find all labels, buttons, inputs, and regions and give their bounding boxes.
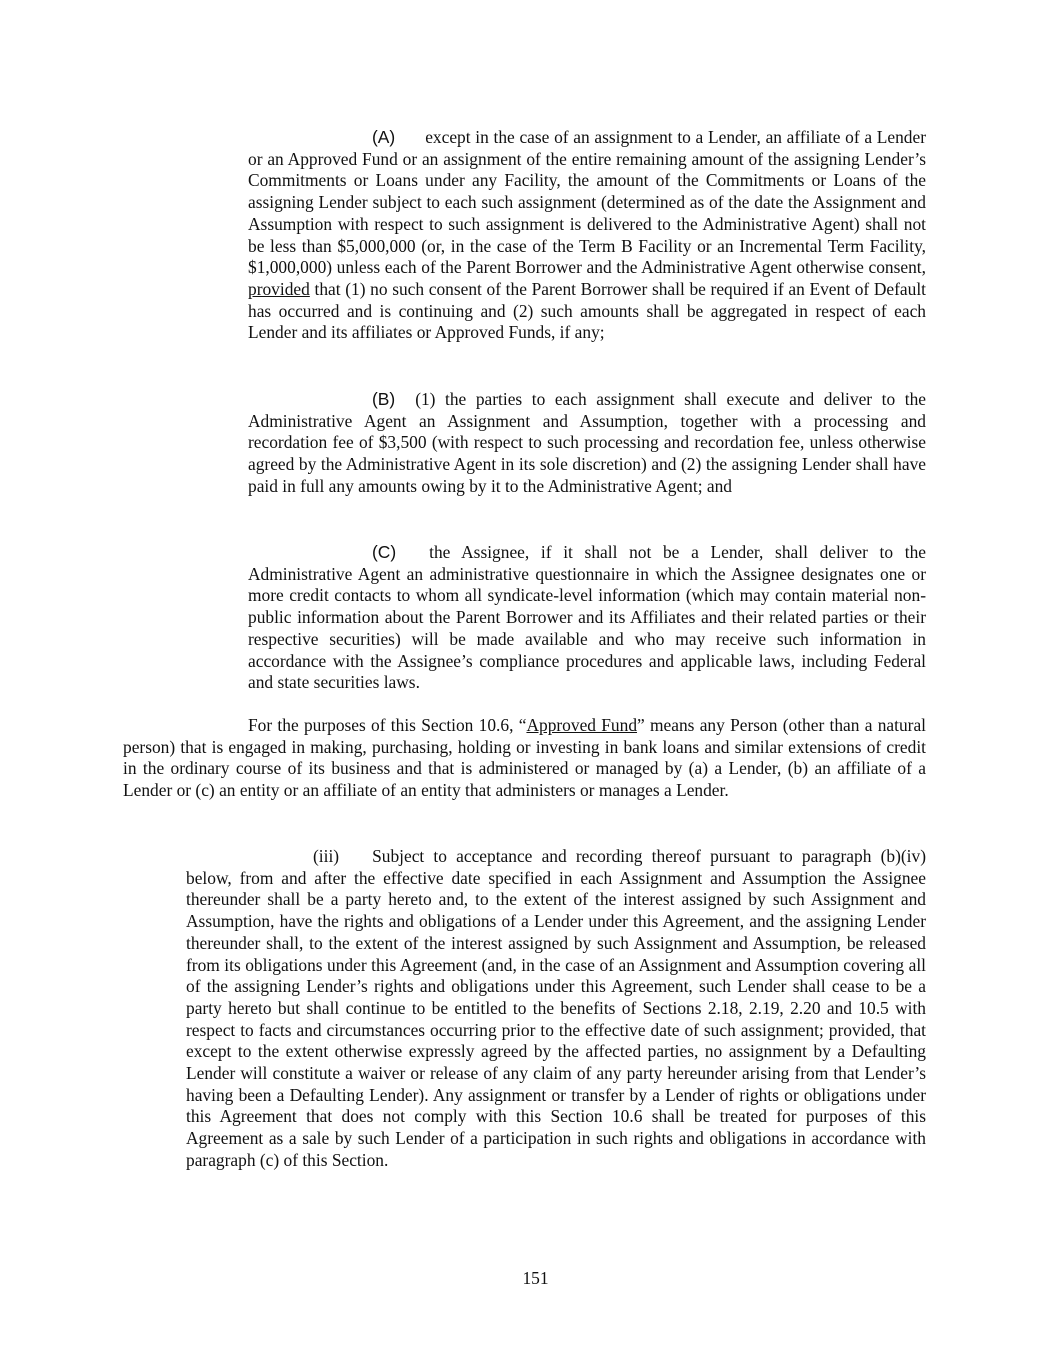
- approved-fund-text-before: For the purposes of this Section 10.6, “: [248, 715, 527, 735]
- paragraph-b-text: (1) the parties to each assignment shall execute and deliver to the Administrative Agent an Assignment and Assumption, together with a processing and recordation fee of $3,500 (with respect to such processing and recordation fee, unless otherwise agreed by the Administrative Agent in its sole discretion) and (2) the assigning Lender shall have paid in full any amounts owing by it to the Administrative Agent; and: [248, 389, 926, 496]
- approved-fund-definition: [123, 715, 926, 802]
- provided-underlined: provided: [248, 278, 310, 299]
- paragraph-a-label: (A): [372, 127, 396, 147]
- approved-fund-term: Approved Fund: [526, 715, 638, 735]
- paragraph-c-label: (C): [372, 542, 397, 562]
- paragraph-c: [248, 542, 926, 694]
- paragraph-a: [248, 127, 926, 344]
- paragraph-iii: [186, 846, 926, 1172]
- paragraph-a-text-after: that (1) no such consent of the Parent Borrower shall be required if an Event of Default has occurred and is continuing and (2) such amounts shall be aggregated in respect of each Lender and its affiliates or Approved Funds, if any;: [248, 278, 926, 343]
- paragraph-b: [248, 389, 926, 498]
- paragraph-c-text: the Assignee, if it shall not be a Lender, shall deliver to the Administrative Agent an administrative questionnaire in which the Assignee designates one or more credit contacts to whom all syndicate-level information (which may contain material non-public information about the Parent Borrower and its Affiliates and their related parties or their respective securities) will be made available and who may receive such information in accordance with the Assignee’s compliance procedures and applicable laws, including Federal and state securities laws.: [248, 542, 926, 693]
- page-number: 151: [522, 1268, 549, 1288]
- paragraph-b-label: (B): [372, 389, 396, 409]
- approved-fund-text-after: ” means any Person (other than a natural person) that is engaged in making, purchasing, holding or investing in bank loans and similar extensions of credit in the ordinary course of its business and that is administered or managed by (a) a Lender, (b) an affiliate of a Lender or (c) an entity or an affiliate of an entity that administers or manages a Lender.: [123, 715, 926, 801]
- paragraph-iii-label: (iii): [313, 846, 340, 866]
- paragraph-iii-text: Subject to acceptance and recording thereof pursuant to paragraph (b)(iv) below, from and after the effective date specified in each Assignment and Assumption the Assignee thereunder shall be a party hereto and, to the extent of the interest assigned by such Assignment and Assumption, have the rights and obligations of a Lender under this Agreement, and the assigning Lender thereunder shall, to the extent of the interest assigned by such Assignment and Assumption, be released from its obligations under this Agreement (and, in the case of an Assignment and Assumption covering all of the assigning Lender’s rights and obligations under this Agreement, such Lender shall cease to be a party hereto but shall continue to be entitled to the benefits of Sections 2.18, 2.19, 2.20 and 10.5 with respect to facts and circumstances occurring prior to the effective date of such assignment; provided, that except to the extent otherwise expressly agreed by the affected parties, no assignment by a Defaulting Lender will constitute a waiver or release of any claim of any party hereunder arising from that Lender’s having been a Defaulting Lender). Any assignment or transfer by a Lender of rights or obligations under this Agreement that does not comply with this Section 10.6 shall be treated for purposes of this Agreement as a sale by such Lender of a participation in such rights and obligations in accordance with paragraph (c) of this Section.: [186, 846, 926, 1170]
- paragraph-a-text: except in the case of an assignment to a Lender, an affiliate of a Lender or an Approved Fund or an assignment of the entire remaining amount of the assigning Lender’s Commitments or Loans under any Facility, the amount of the Commitments or Loans of the assigning Lender subject to each such assignment (determined as of the date the Assignment and Assumption with respect to such assignment is delivered to the Administrative Agent) shall not be less than $5,000,000 (or, in the case of the Term B Facility or an Incremental Term Facility, $1,000,000) unless each of the Parent Borrower and the Administrative Agent otherwise consent,: [248, 127, 926, 278]
